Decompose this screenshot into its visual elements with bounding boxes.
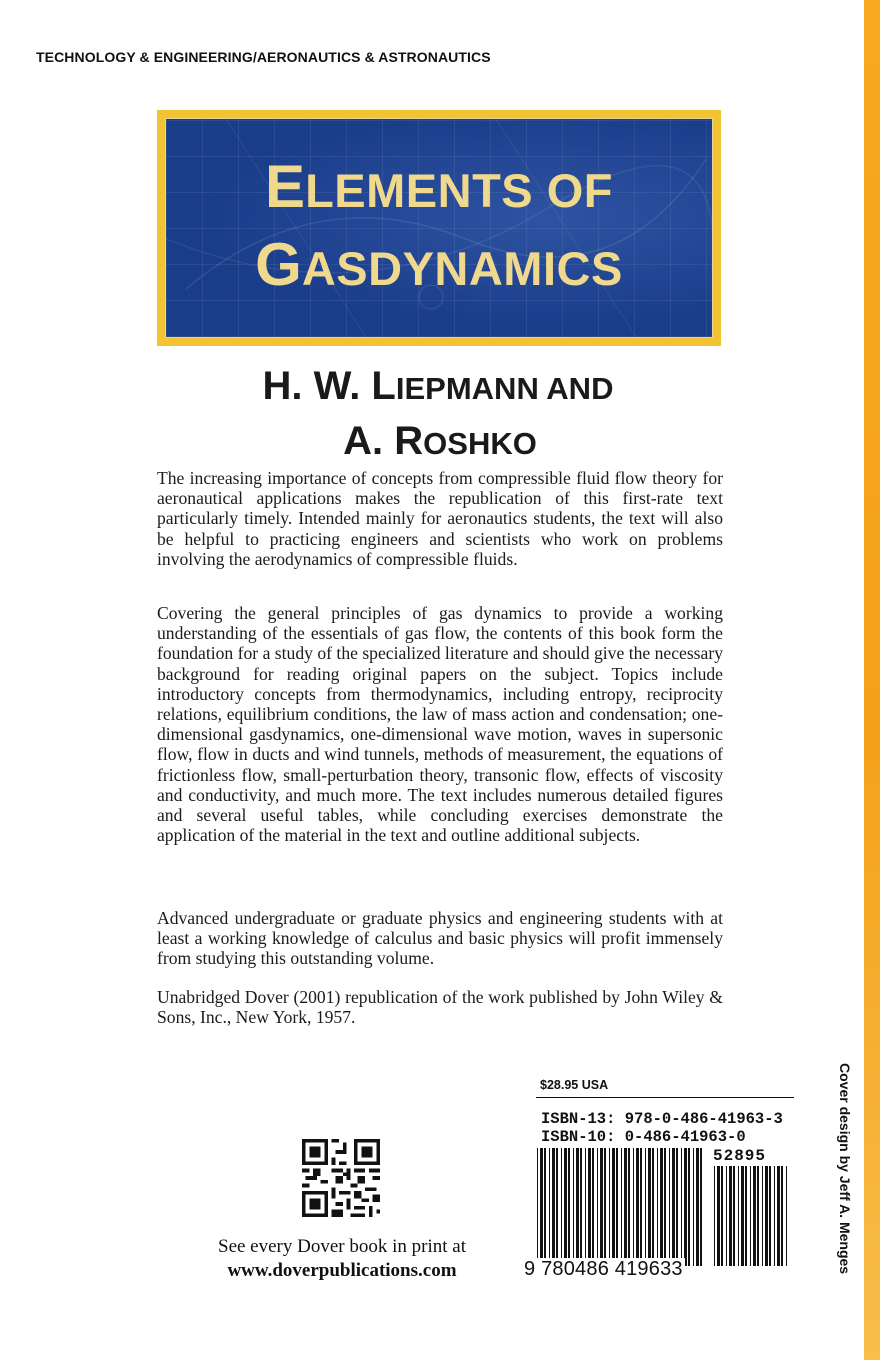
barcode-bar — [726, 1166, 727, 1266]
barcode-bar — [633, 1148, 634, 1266]
barcode-bar — [774, 1166, 775, 1266]
barcode-bar — [765, 1166, 768, 1266]
barcode-bar — [628, 1148, 630, 1266]
barcode-bar — [769, 1166, 771, 1266]
authors-line-2: A. ROSHKO — [343, 419, 537, 463]
barcode-bar — [624, 1148, 627, 1266]
cover-credit: Cover design by Jeff A. Menges — [837, 1063, 853, 1275]
barcode-bar — [738, 1166, 739, 1266]
barcode-bar — [693, 1148, 694, 1266]
barcode-bar — [640, 1148, 642, 1266]
barcode-bar — [592, 1148, 594, 1266]
isbn-10-label: ISBN-10: 0-486-41963-0 — [541, 1128, 746, 1146]
promo-text: See every Dover book in print at — [218, 1236, 466, 1257]
barcode-bar — [544, 1148, 546, 1266]
barcode-bar — [573, 1148, 574, 1266]
barcode-bar — [648, 1148, 651, 1266]
qr-code-icon — [302, 1139, 380, 1217]
barcode-bar — [612, 1148, 615, 1266]
barcode-bar — [721, 1166, 723, 1266]
book-title-line-2: GASDYNAMICS — [255, 231, 623, 298]
barcode-bar — [714, 1166, 715, 1266]
book-title-line-1: ELEMENTS OF — [265, 153, 613, 220]
barcode-bar — [652, 1148, 654, 1266]
barcode-digits: 9 780486 419633 — [524, 1258, 683, 1280]
barcode-bar — [669, 1148, 670, 1266]
title-panel-inner — [165, 118, 713, 338]
barcode-bar — [564, 1148, 567, 1266]
publication-note: Unabridged Dover (2001) republication of the work published by John Wiley & Sons, Inc., New York, 1957. — [157, 987, 723, 1028]
barcode-bar — [657, 1148, 658, 1266]
barcode-bar — [757, 1166, 759, 1266]
barcode-bar — [585, 1148, 586, 1266]
barcode-bar — [616, 1148, 618, 1266]
barcode-bar — [552, 1148, 555, 1266]
title-panel — [157, 110, 721, 346]
barcode-bar — [753, 1166, 756, 1266]
barcode-bar — [676, 1148, 678, 1266]
barcode-bar — [700, 1148, 702, 1266]
barcode-bar — [576, 1148, 579, 1266]
barcode-bar — [681, 1148, 682, 1266]
authors-line-1: H. W. LIEPMANN AND — [262, 364, 614, 408]
barcode-bar — [604, 1148, 606, 1266]
title-background-diagram — [166, 119, 712, 337]
barcode-bar — [762, 1166, 763, 1266]
barcode-bar — [609, 1148, 610, 1266]
category-label: TECHNOLOGY & ENGINEERING/AERONAUTICS & ASTRONAUTICS — [36, 49, 491, 65]
spine-edge-stripe — [864, 0, 880, 1360]
barcode-bar — [568, 1148, 570, 1266]
barcode-bar — [664, 1148, 666, 1266]
barcode-bar — [750, 1166, 751, 1266]
barcode-bar — [729, 1166, 732, 1266]
barcode-bar — [636, 1148, 639, 1266]
barcode-bar — [621, 1148, 622, 1266]
description-paragraph: Covering the general principles of gas dynamics to provide a working understanding of the essentials of gas flow, the contents of this book form the foundation for a study of the specialized literature and should give the necessary background for reading original papers on the subject. Topics include introductory concepts from thermodynamics, including entropy, reciprocity relations, equilibrium conditions, the law of mass action and condensation; one-dimensional gasdynamics, one-dimensional wave motion, waves in supersonic flow, flow in ducts and wind tunnels, methods of measurement, the equations of frictionless flow, small-perturbation theory, transonic flow, effects of viscosity and conductivity, and much more. The text includes numerous detailed figures and several useful tables, while concluding exercises demonstrate the application of the material in the text and outline additional subjects. — [157, 603, 723, 846]
barcode-bar — [549, 1148, 550, 1266]
price-divider — [536, 1097, 794, 1098]
barcode-bar — [597, 1148, 598, 1266]
barcode-bar — [556, 1148, 558, 1266]
barcode-bar — [645, 1148, 646, 1266]
barcode-bar — [696, 1148, 699, 1266]
isbn-barcode — [536, 1148, 706, 1266]
price-label: $28.95 USA — [540, 1078, 609, 1092]
barcode-bar — [580, 1148, 582, 1266]
barcode-bar — [684, 1148, 687, 1266]
barcode-bar — [745, 1166, 747, 1266]
barcode-bar — [688, 1148, 690, 1266]
description-paragraph: The increasing importance of concepts from compressible fluid flow theory for aeronautical applications makes the republication of this first-rate text particularly timely. Intended mainly for aeronautics students, the text will also be helpful to practicing engineers and scientists who work on problems involving the aerodynamics of compressible fluids. — [157, 468, 723, 569]
description-paragraph: Advanced undergraduate or graduate physics and engineering students with at least a working knowledge of calculus and basic physics will profit immensely from studying this outstanding volume. — [157, 908, 723, 969]
barcode-bar — [660, 1148, 663, 1266]
barcode-bar — [781, 1166, 783, 1266]
barcode-bar — [537, 1148, 538, 1266]
barcode-bar — [600, 1148, 603, 1266]
barcode-bar — [717, 1166, 720, 1266]
price-code-digits: 52895 — [713, 1147, 767, 1165]
isbn-13-label: ISBN-13: 978-0-486-41963-3 — [541, 1110, 783, 1128]
barcode-bar — [540, 1148, 543, 1266]
barcode-bar — [786, 1166, 787, 1266]
barcode-bar — [672, 1148, 675, 1266]
barcode-bar — [741, 1166, 744, 1266]
barcode-bar — [588, 1148, 591, 1266]
barcode-bar — [777, 1166, 780, 1266]
barcode-bar — [561, 1148, 562, 1266]
price-barcode-addon — [713, 1166, 790, 1266]
publisher-website-link[interactable]: www.doverpublications.com — [227, 1260, 457, 1281]
barcode-bar — [733, 1166, 735, 1266]
